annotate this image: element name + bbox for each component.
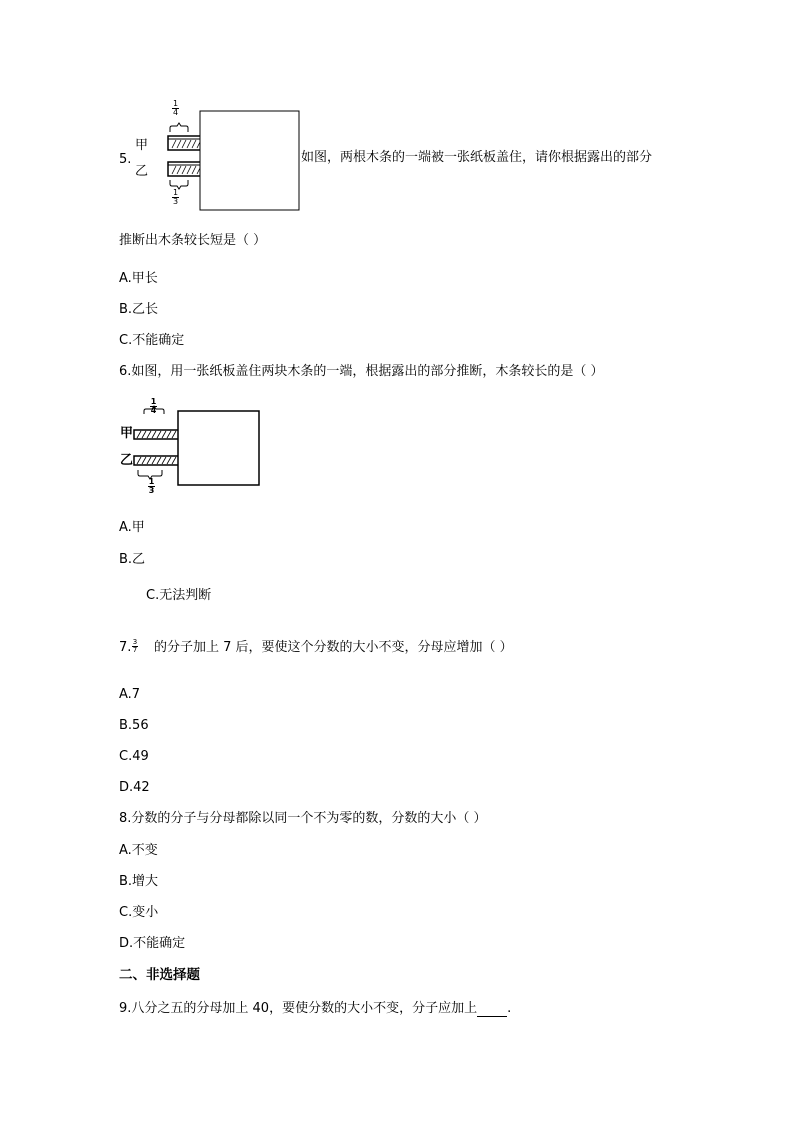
- q5-text-inline: 如图，两根木条的一端被一张纸板盖住，请你根据露出的部分: [301, 150, 653, 165]
- q6-board-diagram: [118, 396, 263, 506]
- q5-option-a: A.甲长: [119, 271, 158, 286]
- q7-option-a: A.7: [119, 687, 141, 702]
- q5-bottom-fraction: 1 3: [172, 188, 179, 206]
- q8-option-b: B.增大: [119, 874, 159, 889]
- q7-fraction: 3 7: [132, 638, 138, 654]
- q6-label-jia: 甲: [120, 426, 134, 441]
- q5-number: 5.: [119, 152, 132, 167]
- q7-option-b: B.56: [119, 718, 149, 733]
- q5-label-jia: 甲: [135, 138, 149, 153]
- q6-option-c: C.无法判断: [146, 588, 212, 603]
- q9-text-before: 9.八分之五的分母加上 40，要使分数的大小不变，分子应加上: [119, 1001, 478, 1016]
- q9-line: [119, 1001, 511, 1017]
- q7-number: 7.: [119, 640, 132, 655]
- q6-figure: [118, 396, 263, 506]
- q8-option-a: A.不变: [119, 843, 158, 858]
- q5-board-diagram: [128, 100, 303, 220]
- q6-bottom-fraction: 1 3: [148, 477, 155, 495]
- q7-text: 的分子加上 7 后，要使这个分数的大小不变，分母应增加（ ）: [154, 640, 513, 655]
- q5-option-b: B.乙长: [119, 302, 159, 317]
- q5-board: [200, 111, 299, 210]
- q7-option-c: C.49: [119, 749, 149, 764]
- q5-top-fraction: 1 4: [172, 99, 179, 117]
- q6-option-b: B.乙: [119, 552, 146, 567]
- q8-option-c: C.变小: [119, 905, 159, 920]
- q6-board: [178, 411, 259, 485]
- q8-option-d: D.不能确定: [119, 936, 186, 951]
- q6-top-fraction: 1 4: [150, 397, 157, 415]
- q6-text: 6.如图，用一张纸板盖住两块木条的一端，根据露出的部分推断，木条较长的是（ ）: [119, 364, 604, 379]
- q6-label-yi: 乙: [120, 453, 134, 468]
- q5-figure: [128, 100, 303, 220]
- q7-option-d: D.42: [119, 780, 150, 795]
- q6-option-a: A.甲: [119, 520, 145, 535]
- q5-label-yi: 乙: [135, 164, 149, 179]
- q5-option-c: C.不能确定: [119, 333, 185, 348]
- q8-text: 8.分数的分子与分母都除以同一个不为零的数，分数的大小（ ）: [119, 811, 487, 826]
- q5-top-brace: [170, 123, 188, 132]
- q9-text-after: .: [507, 1001, 512, 1016]
- q5-text-cont: 推断出木条较长短是（ ）: [119, 233, 267, 248]
- q9-answer-blank[interactable]: [477, 1004, 507, 1017]
- section-title: 二、非选择题: [119, 967, 200, 983]
